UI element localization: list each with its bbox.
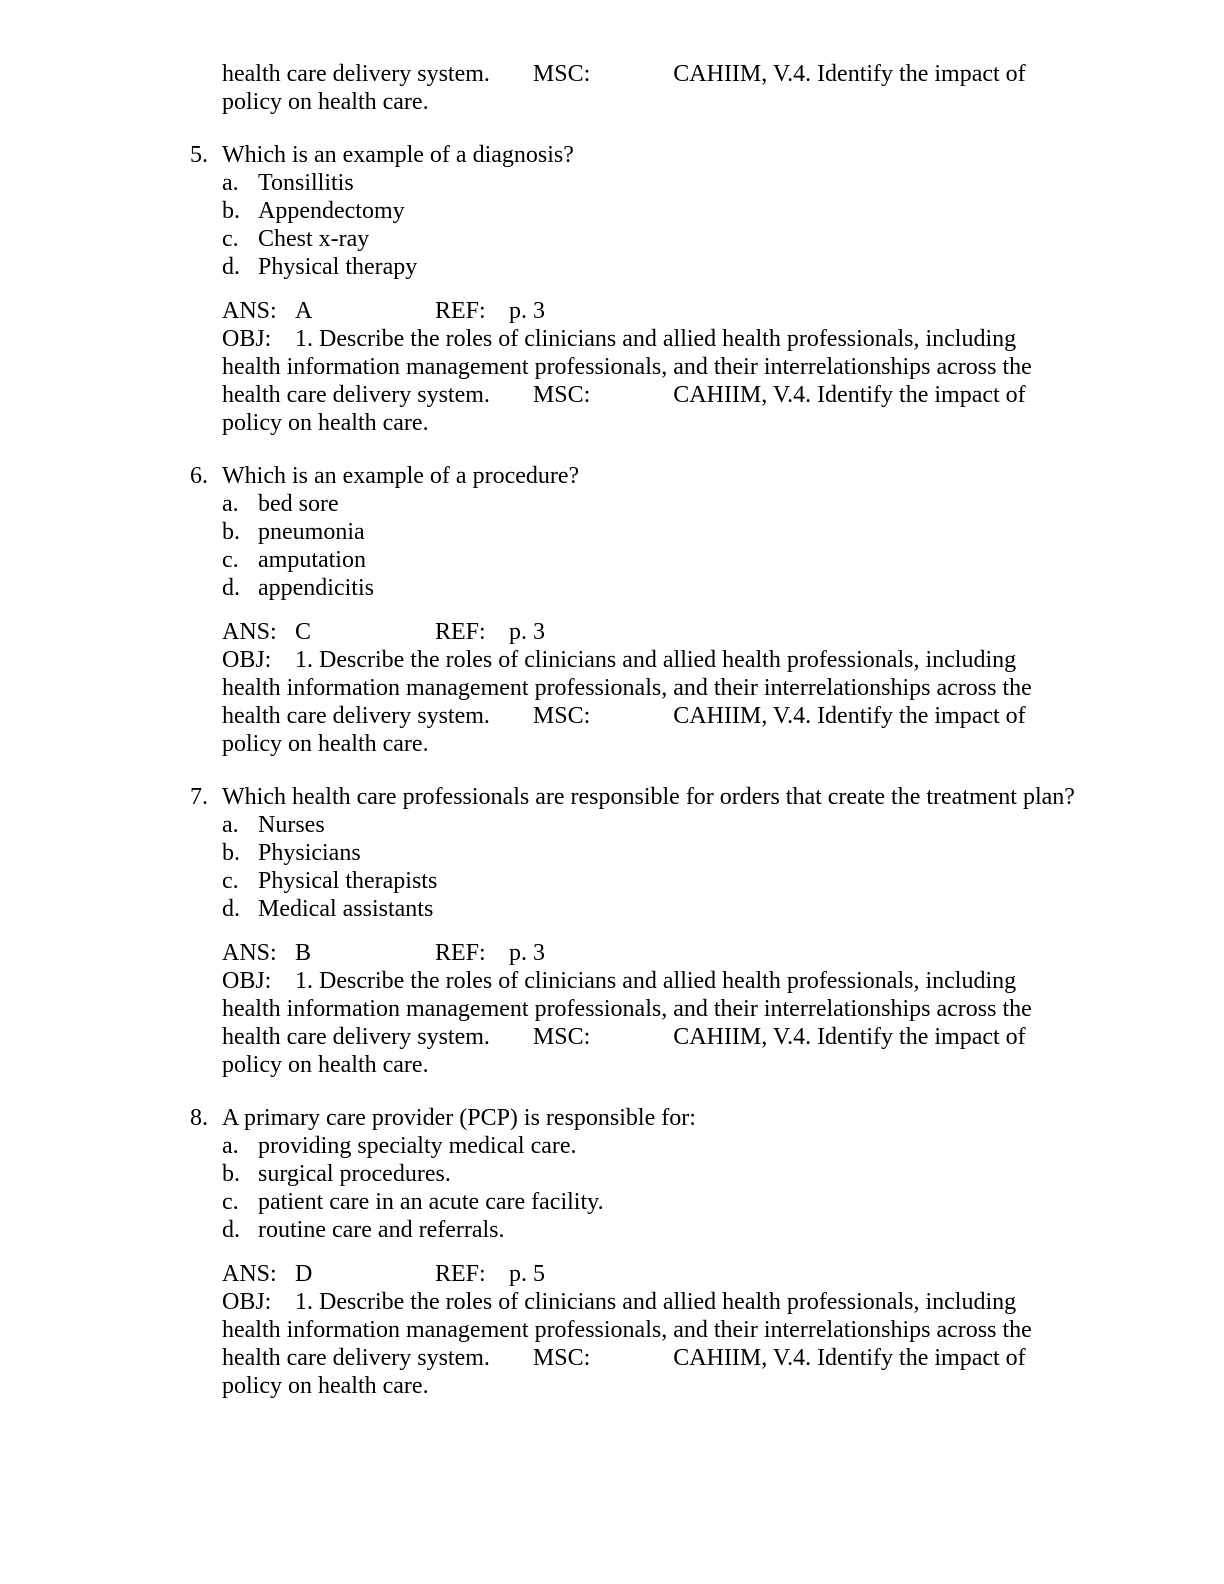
question-text: A primary care provider (PCP) is responsible for: xyxy=(222,1105,696,1131)
tab-gap xyxy=(490,722,533,723)
choice-row xyxy=(222,253,1075,281)
question-number: 5. xyxy=(190,142,208,168)
obj-label: OBJ: xyxy=(222,326,272,352)
obj-label: OBJ: xyxy=(222,968,272,994)
choice-row xyxy=(222,518,1075,546)
choice-text: pneumonia xyxy=(258,519,365,545)
choice-letter: d. xyxy=(222,254,240,280)
ans-label: ANS: xyxy=(222,940,277,966)
choice-row xyxy=(222,1188,1075,1216)
question-row xyxy=(190,1104,1075,1132)
ans-label: ANS: xyxy=(222,298,277,324)
obj-paragraph xyxy=(222,646,1075,758)
obj-text: 1. Describe the roles of clinicians and allied health professionals, including health information management professionals, and their interrelationships across the health care delivery system. xyxy=(222,1289,1032,1371)
question-text: Which health care professionals are responsible for orders that create the treatment plan? xyxy=(222,784,1075,810)
obj-text: 1. Describe the roles of clinicians and allied health professionals, including health information management professionals, and their interrelationships across the health care delivery system. xyxy=(222,968,1032,1050)
tab-gap xyxy=(590,722,673,723)
choice-text: Nurses xyxy=(258,812,325,838)
choice-text: Appendectomy xyxy=(258,198,405,224)
choice-letter: d. xyxy=(222,896,240,922)
msc-label: MSC: xyxy=(532,1024,591,1050)
msc-label: MSC: xyxy=(532,61,591,87)
msc-text: CAHIIM, V.4. Identify the impact of policy on health care. xyxy=(222,382,1026,436)
choice-text: surgical procedures. xyxy=(258,1161,451,1187)
ref-value: p. 3 xyxy=(509,619,545,645)
answer-row xyxy=(222,297,1075,325)
choice-text: routine care and referrals. xyxy=(258,1217,505,1243)
ref-value: p. 3 xyxy=(509,940,545,966)
choice-text: amputation xyxy=(258,547,366,573)
choice-text: Physical therapists xyxy=(258,868,438,894)
choice-letter: b. xyxy=(222,1161,240,1187)
choice-text: bed sore xyxy=(258,491,339,517)
choice-text: Tonsillitis xyxy=(258,170,354,196)
ans-value: C xyxy=(295,619,312,645)
obj-text: 1. Describe the roles of clinicians and allied health professionals, including health information management professionals, and their interrelationships across the health care delivery system. xyxy=(222,647,1032,729)
choice-letter: c. xyxy=(222,868,239,894)
page-content xyxy=(190,60,1075,1400)
msc-text: CAHIIM, V.4. Identify the impact of policy on health care. xyxy=(222,703,1026,757)
ref-label: REF: xyxy=(435,940,486,966)
choice-letter: c. xyxy=(222,547,239,573)
ans-value: A xyxy=(295,298,313,324)
question-item xyxy=(190,783,1075,1079)
choice-row xyxy=(222,867,1075,895)
choice-row xyxy=(222,811,1075,839)
obj-paragraph xyxy=(222,325,1075,437)
msc-label: MSC: xyxy=(532,1345,591,1371)
choice-row xyxy=(222,490,1075,518)
choice-letter: a. xyxy=(222,1133,239,1159)
choice-row xyxy=(222,1216,1075,1244)
msc-text: CAHIIM, V.4. Identify the impact of policy on health care. xyxy=(222,1345,1026,1399)
tab-gap xyxy=(490,80,533,81)
continuation-paragraph xyxy=(222,60,1075,116)
msc-label: MSC: xyxy=(532,703,591,729)
choice-row xyxy=(222,546,1075,574)
question-row xyxy=(190,783,1075,811)
msc-label: MSC: xyxy=(532,382,591,408)
choice-text: Physical therapy xyxy=(258,254,418,280)
choice-letter: a. xyxy=(222,812,239,838)
obj-label: OBJ: xyxy=(222,1289,272,1315)
ans-label: ANS: xyxy=(222,619,277,645)
question-row xyxy=(190,462,1075,490)
answer-row xyxy=(222,618,1075,646)
tab-gap xyxy=(590,1364,673,1365)
choice-text: patient care in an acute care facility. xyxy=(258,1189,604,1215)
question-item xyxy=(190,141,1075,437)
question-number: 6. xyxy=(190,463,208,489)
choice-letter: b. xyxy=(222,198,240,224)
choice-row xyxy=(222,839,1075,867)
choice-letter: d. xyxy=(222,1217,240,1243)
ref-value: p. 5 xyxy=(509,1261,545,1287)
choice-letter: b. xyxy=(222,519,240,545)
answer-block xyxy=(222,1260,1075,1400)
answer-block xyxy=(222,297,1075,437)
obj-text: 1. Describe the roles of clinicians and allied health professionals, including health information management professionals, and their interrelationships across the health care delivery system. xyxy=(222,326,1032,408)
choice-text: Chest x-ray xyxy=(258,226,370,252)
choice-letter: c. xyxy=(222,1189,239,1215)
question-text: Which is an example of a procedure? xyxy=(222,463,580,489)
choice-row xyxy=(222,1160,1075,1188)
obj-paragraph xyxy=(222,1288,1075,1400)
tab-gap xyxy=(590,1043,673,1044)
obj-label: OBJ: xyxy=(222,647,272,673)
continuation-text: health care delivery system. xyxy=(222,61,490,87)
msc-text: CAHIIM, V.4. Identify the impact of policy on health care. xyxy=(222,61,1026,115)
tab-gap xyxy=(490,1364,533,1365)
question-text: Which is an example of a diagnosis? xyxy=(222,142,574,168)
ref-label: REF: xyxy=(435,298,486,324)
ref-value: p. 3 xyxy=(509,298,545,324)
choice-row xyxy=(222,895,1075,923)
question-item xyxy=(190,462,1075,758)
choice-text: Medical assistants xyxy=(258,896,434,922)
choice-letter: a. xyxy=(222,170,239,196)
answer-row xyxy=(222,1260,1075,1288)
ref-label: REF: xyxy=(435,619,486,645)
question-row xyxy=(190,141,1075,169)
choice-letter: d. xyxy=(222,575,240,601)
ans-value: D xyxy=(295,1261,313,1287)
choice-row xyxy=(222,225,1075,253)
ans-value: B xyxy=(295,940,312,966)
choice-text: providing specialty medical care. xyxy=(258,1133,577,1159)
question-number: 7. xyxy=(190,784,208,810)
answer-block xyxy=(222,618,1075,758)
choice-row xyxy=(222,1132,1075,1160)
question-item xyxy=(190,1104,1075,1400)
choice-text: appendicitis xyxy=(258,575,374,601)
obj-paragraph xyxy=(222,967,1075,1079)
question-number: 8. xyxy=(190,1105,208,1131)
tab-gap xyxy=(590,401,673,402)
choice-letter: a. xyxy=(222,491,239,517)
tab-gap xyxy=(590,80,673,81)
answer-block xyxy=(222,939,1075,1079)
tab-gap xyxy=(490,401,533,402)
choice-row xyxy=(222,169,1075,197)
choice-row xyxy=(222,574,1075,602)
choice-letter: c. xyxy=(222,226,239,252)
choice-row xyxy=(222,197,1075,225)
ref-label: REF: xyxy=(435,1261,486,1287)
answer-row xyxy=(222,939,1075,967)
msc-text: CAHIIM, V.4. Identify the impact of policy on health care. xyxy=(222,1024,1026,1078)
choice-letter: b. xyxy=(222,840,240,866)
tab-gap xyxy=(490,1043,533,1044)
ans-label: ANS: xyxy=(222,1261,277,1287)
choice-text: Physicians xyxy=(258,840,361,866)
